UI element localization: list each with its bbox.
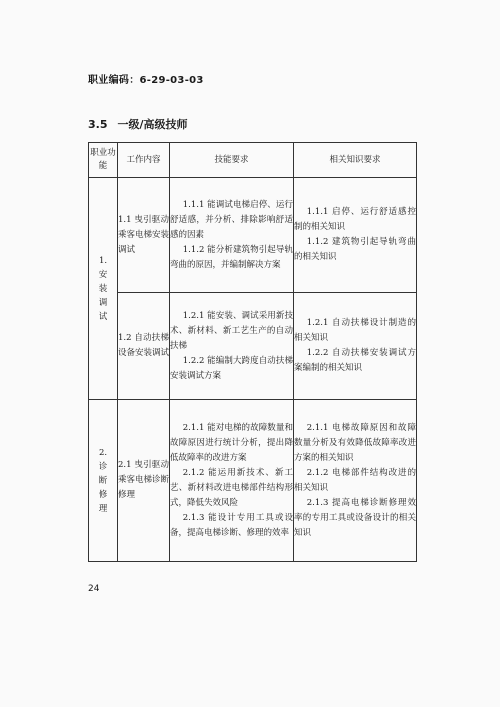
- header-skill-requirements: 技能要求: [170, 143, 294, 178]
- skill-item: 2.1.2 能运用新技术、新工艺、新材料改进电梯部件结构形式，降低失效风险: [170, 467, 293, 508]
- function-cell-diagnose: [89, 400, 118, 562]
- knowledge-item: 1.2.1 自动扶梯设计制造的相关知识: [294, 318, 416, 343]
- table-row: [89, 400, 417, 562]
- section-title: 一级/高级技师: [117, 118, 188, 131]
- skill-requirements-table: [88, 142, 417, 562]
- skill-item: 1.1.1 能调试电梯启停、运行舒适感，并分析、排除影响舒适感的因素: [170, 199, 293, 240]
- occupation-code-label: 职业编码：: [88, 75, 140, 86]
- work-content-cell: 1.2 自动扶梯设备安装调试: [118, 293, 170, 400]
- table-header-row: [89, 143, 417, 178]
- skill-item: 2.1.3 能设计专用工具或设备，提高电梯诊断、修理的效率: [170, 512, 293, 538]
- skill-requirement-cell: [170, 400, 294, 562]
- knowledge-item: 1.1.2 建筑物引起导轨弯曲的相关知识: [294, 237, 416, 262]
- function-number: 1.: [98, 255, 108, 266]
- function-char: 修: [98, 489, 108, 500]
- section-heading: [88, 116, 188, 132]
- function-char: 诊: [98, 461, 108, 472]
- function-char: 理: [98, 503, 108, 514]
- knowledge-item: 2.1.2 电梯部件结构改进的相关知识: [294, 467, 416, 493]
- work-content-cell: 2.1 曳引驱动乘客电梯诊断修理: [118, 400, 170, 562]
- skill-item: 1.2.2 能编制大跨度自动扶梯安装调试方案: [170, 355, 293, 381]
- skill-item: 1.2.1 能安装、调试采用新技术、新材料、新工艺生产的自动扶梯: [170, 310, 293, 351]
- occupation-code-value: 6-29-03-03: [139, 75, 204, 86]
- function-number: 2.: [98, 447, 108, 458]
- knowledge-item: 1.2.2 自动扶梯安装调试方案编制的相关知识: [294, 348, 416, 373]
- occupation-code: [88, 71, 204, 86]
- skill-requirement-cell: [170, 178, 294, 293]
- page-number: 24: [88, 584, 100, 594]
- knowledge-requirement-cell: [294, 400, 417, 562]
- knowledge-requirement-cell: [294, 293, 417, 400]
- skill-item: 1.1.2 能分析建筑物引起导轨弯曲的原因，并编制解决方案: [170, 244, 293, 270]
- function-char: 调: [98, 297, 108, 308]
- knowledge-item: 2.1.1 电梯故障原因和故障数量分析及有效降低故障率改进方案的相关知识: [294, 422, 416, 463]
- section-number: 3.5: [88, 118, 108, 131]
- header-work-content: 工作内容: [118, 143, 170, 178]
- function-char: 断: [98, 475, 108, 486]
- skill-requirement-cell: [170, 293, 294, 400]
- function-char: 试: [98, 311, 108, 322]
- header-function: 职业功能: [89, 143, 118, 178]
- knowledge-item: 2.1.3 提高电梯诊断修理效率的专用工具或设备设计的相关知识: [294, 497, 416, 538]
- table-row: [89, 293, 417, 400]
- work-content-cell: 1.1 曳引驱动乘客电梯安装调试: [118, 178, 170, 293]
- function-cell-install: [89, 178, 118, 400]
- function-char: 装: [98, 283, 108, 294]
- knowledge-item: 1.1.1 启停、运行舒适感控制的相关知识: [294, 207, 416, 232]
- header-knowledge-requirements: 相关知识要求: [294, 143, 417, 178]
- skill-item: 2.1.1 能对电梯的故障数量和故障原因进行统计分析，提出降低故障率的改进方案: [170, 422, 293, 463]
- function-char: 安: [98, 269, 108, 280]
- knowledge-requirement-cell: [294, 178, 417, 293]
- table-row: [89, 178, 417, 293]
